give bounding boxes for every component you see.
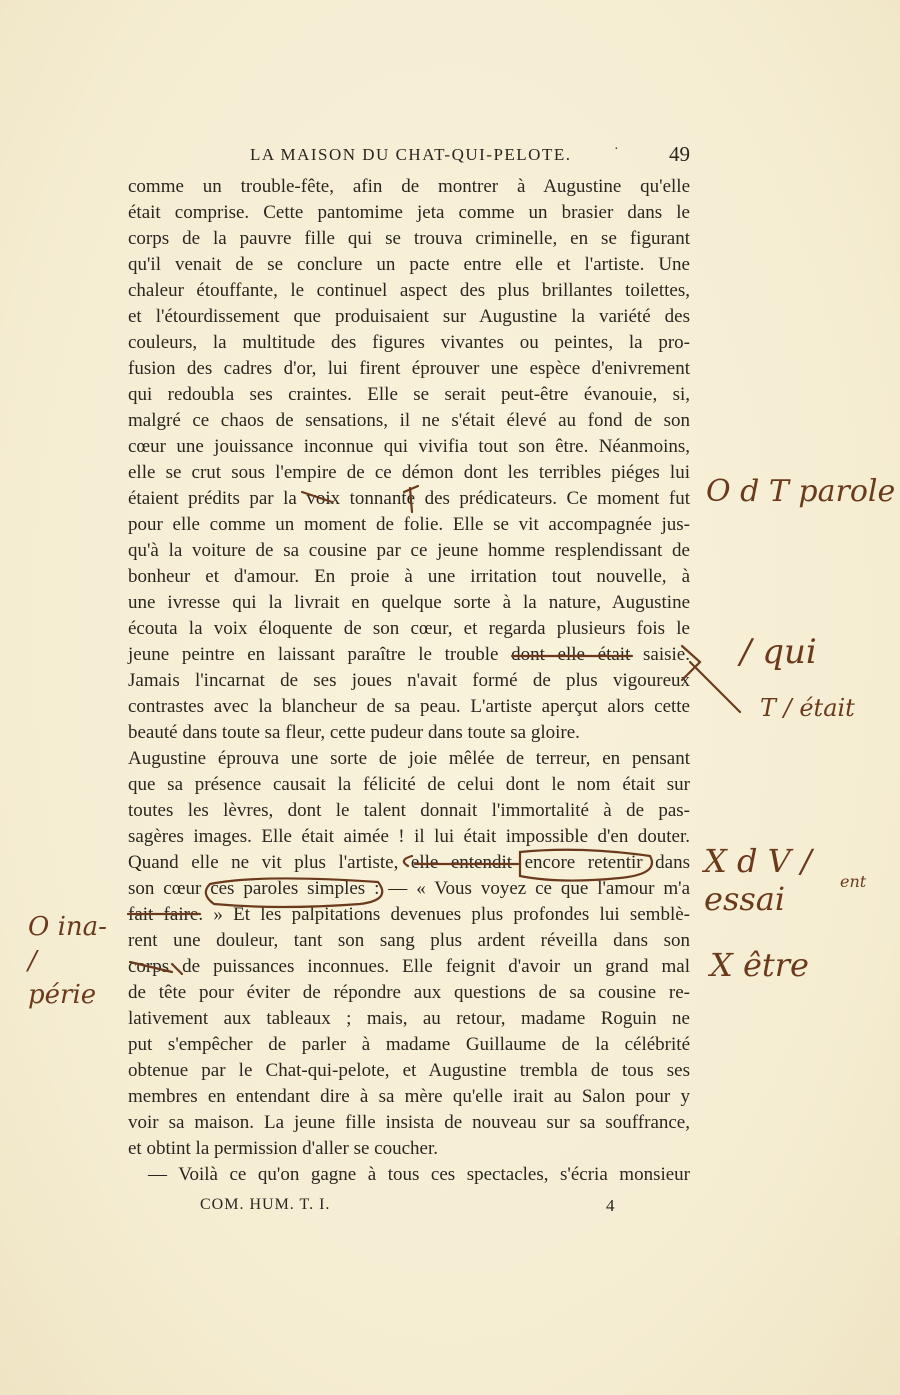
- insert-caret-mark: [404, 486, 418, 512]
- circle-mark: [206, 878, 382, 907]
- text-line: voir sa maison. La jeune fille insista de nouveau sur sa souffrance,: [128, 1112, 690, 1133]
- text-line: put s'empêcher de parler à madame Guillaume de la célébrité: [128, 1034, 690, 1055]
- text-line: pour elle comme un moment de folie. Elle se vit accompagnée jus-: [128, 514, 690, 535]
- text-line: toutes les lèvres, dont le talent donnait l'immortalité à de pas-: [128, 800, 690, 821]
- text-line: elle se crut sous l'empire de ce démon dont les terribles piéges lui: [128, 462, 690, 483]
- text-line: obtenue par le Chat-qui-pelote, et Augustine trembla de tous ses: [128, 1060, 690, 1081]
- text-line: écouta la voix éloquente de son cœur, et regarda plusieurs fois le: [128, 618, 690, 639]
- text-line: sagères images. Elle était aimée ! il lui était impossible d'en douter.: [128, 826, 690, 847]
- signature-mark: COM. HUM. T. I.: [200, 1196, 331, 1213]
- text-line: lativement aux tableaux ; mais, au retour, madame Roguin ne: [128, 1008, 690, 1029]
- sheet-number: 4: [606, 1196, 616, 1215]
- margin-note: ent: [840, 872, 867, 891]
- text-line: était comprise. Cette pantomime jeta comme un brasier dans le: [128, 202, 690, 223]
- text-line: de tête pour éviter de répondre aux questions de sa cousine re-: [128, 982, 690, 1003]
- margin-note: / qui: [740, 632, 817, 672]
- strike-mark: [172, 964, 182, 974]
- text-line: que sa présence causait la félicité de celui dont le nom était sur: [128, 774, 690, 795]
- text-line: cœur une jouissance inconnue qui vivifia tout son être. Néanmoins,: [128, 436, 690, 457]
- text-line: membres en entendant dire à sa mère qu'elle irait au Salon pour y: [128, 1086, 690, 1107]
- text-line: fusion des cadres d'or, lui firent éprouver une espèce d'enivrement: [128, 358, 690, 379]
- text-line: contrastes avec la blancheur de sa peau. L'artiste aperçut alors cette: [128, 696, 690, 717]
- text-line: chaleur étouffante, le continuel aspect des plus brillantes toilettes,: [128, 280, 690, 301]
- text-line: qui redoubla ses craintes. Elle se serait peut-être évanouie, si,: [128, 384, 690, 405]
- text-line: Augustine éprouva une sorte de joie mêlée de terreur, en pensant: [128, 748, 690, 769]
- header-dot: ·: [614, 142, 621, 157]
- text-line: corps de puissances inconnues. Elle feignit d'avoir un grand mal: [128, 956, 690, 977]
- running-title: LA MAISON DU CHAT-QUI-PELOTE.: [250, 145, 572, 164]
- margin-note: X être: [710, 946, 809, 984]
- margin-note: O d T parole: [706, 474, 896, 509]
- guide-line-mark: [690, 662, 740, 712]
- margin-note: X d V / essai: [704, 842, 812, 918]
- text-line: malgré ce chaos de sensations, il ne s'était élevé au fond de son: [128, 410, 690, 431]
- text-line: son cœur ces paroles simples : — « Vous voyez ce que l'amour m'a: [128, 878, 690, 899]
- strike-mark: [302, 492, 332, 502]
- text-line: rent une douleur, tant son sang plus ardent réveilla dans son: [128, 930, 690, 951]
- text-line: et obtint la permission d'aller se coucher.: [128, 1138, 438, 1159]
- text-line: Jamais l'incarnat de ses joues n'avait formé de plus vigoureux: [128, 670, 690, 691]
- margin-note-left: O ina- / périe: [28, 912, 107, 1010]
- text-line: — Voilà ce qu'on gagne à tous ces spectacles, s'écria monsieur: [148, 1164, 690, 1185]
- transposition-mark: [404, 856, 412, 866]
- text-line: et l'étourdissement que produisaient sur Augustine la variété des: [128, 306, 690, 327]
- text-line: une ivresse qui la livrait en quelque sorte à la nature, Augustine: [128, 592, 690, 613]
- page-number: 49: [669, 142, 690, 166]
- margin-note: T / était: [760, 694, 855, 722]
- text-line: qu'il venait de se conclure un pacte entre elle et l'artiste. Une: [128, 254, 690, 275]
- text-line: étaient prédits par la voix tonnante des prédicateurs. Ce moment fut: [128, 488, 690, 509]
- text-line: Quand elle ne vit plus l'artiste, elle entendit encore retentir dans: [128, 852, 690, 873]
- text-line: jeune peintre en laissant paraître le trouble dont elle était saisie.: [128, 644, 690, 665]
- text-line: fait faire. » Et les palpitations devenues plus profondes lui semblè-: [128, 904, 690, 925]
- text-line: comme un trouble-fête, afin de montrer à Augustine qu'elle: [128, 176, 690, 197]
- text-line: bonheur et d'amour. En proie à une irritation tout nouvelle, à: [128, 566, 690, 587]
- text-line: corps de la pauvre fille qui se trouva criminelle, en se figurant: [128, 228, 690, 249]
- text-line: beauté dans toute sa fleur, cette pudeur dans toute sa gloire.: [128, 722, 580, 743]
- text-line: qu'à la voiture de sa cousine par ce jeune homme resplendissant de: [128, 540, 690, 561]
- circle-mark: [520, 850, 652, 881]
- text-line: couleurs, la multitude des figures vivantes ou peintes, la pro-: [128, 332, 690, 353]
- strike-mark: [130, 962, 172, 972]
